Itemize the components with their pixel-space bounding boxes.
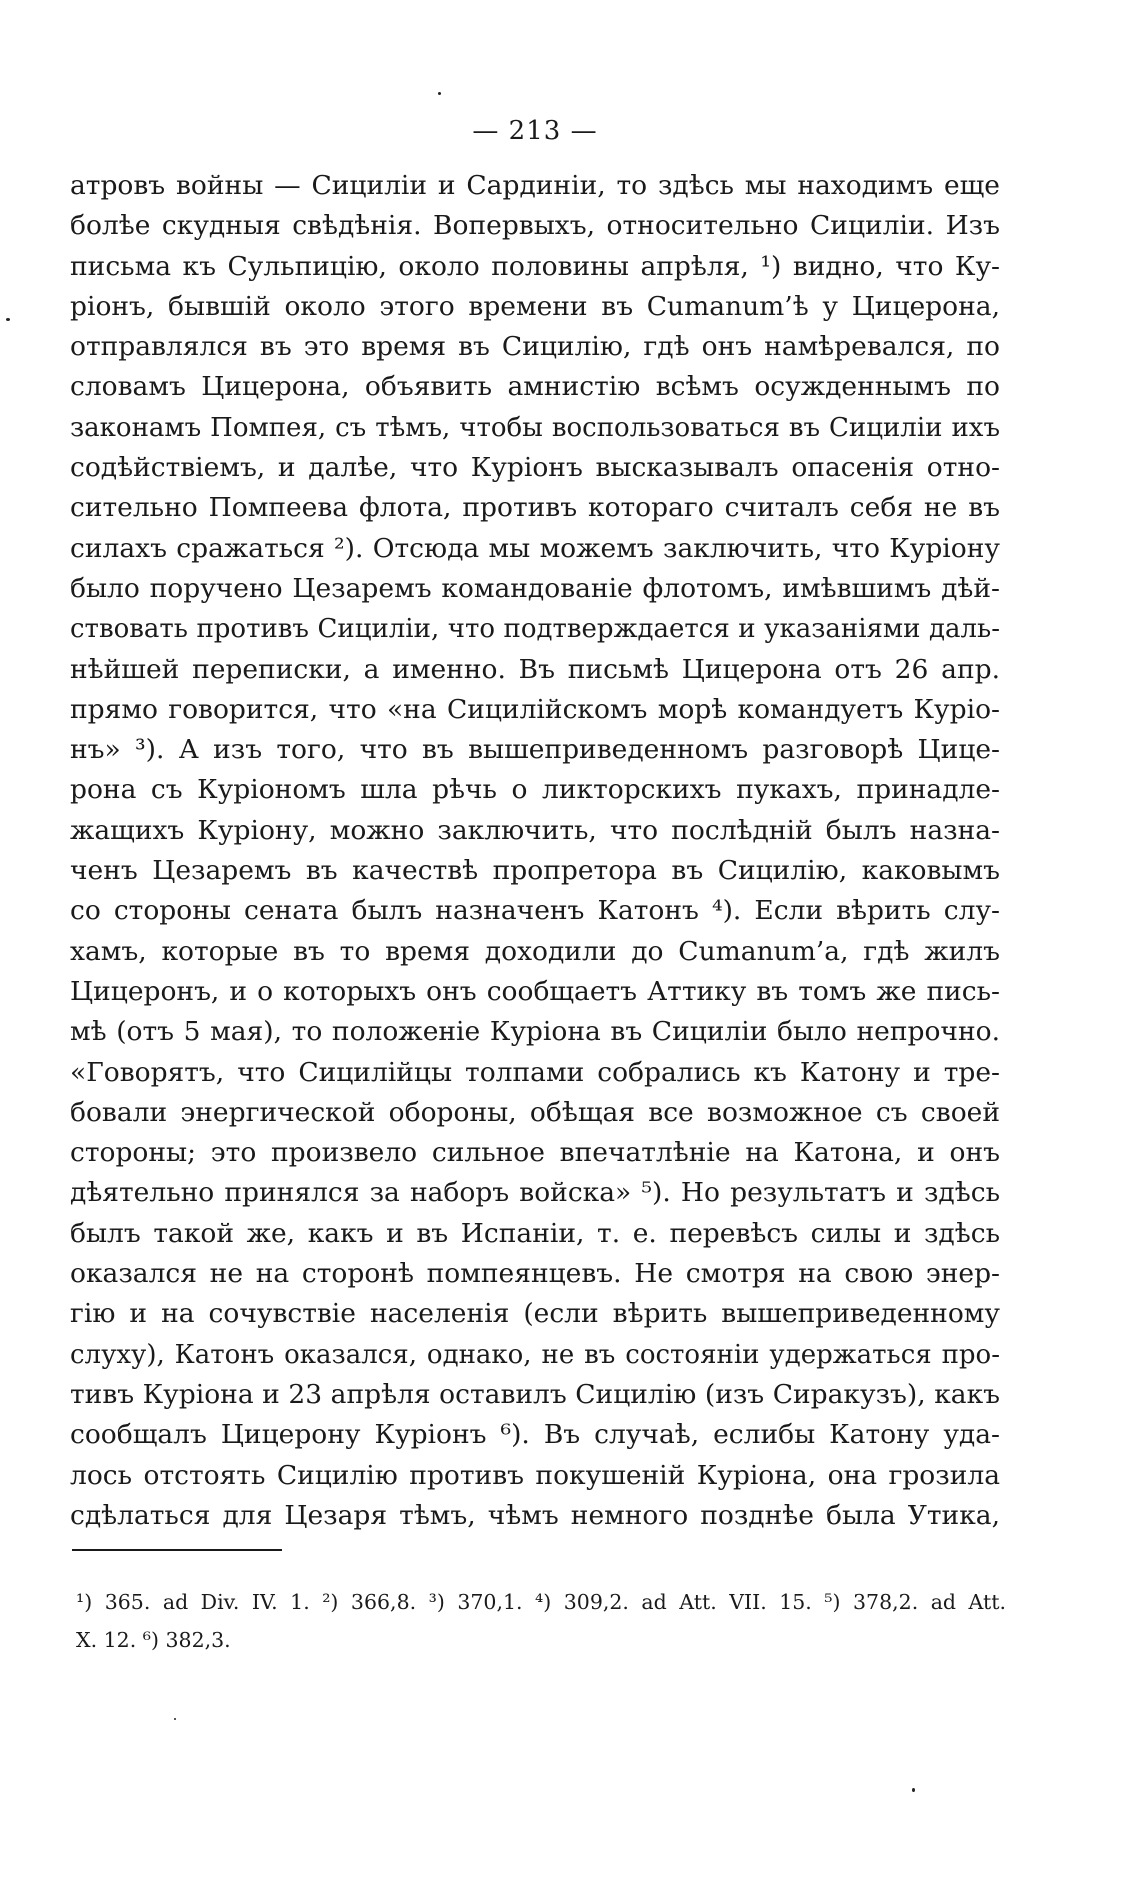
text-line: сдѣлаться для Цезаря тѣмъ, чѣмъ немного позднѣе была Утика, bbox=[70, 1499, 1000, 1531]
text-line: нѣйшей переписки, а именно. Въ письмѣ Цицерона отъ 26 апр. bbox=[70, 653, 1000, 685]
print-speck bbox=[438, 92, 441, 95]
text-line: словамъ Цицерона, объявить амнистію всѣмъ осужденнымъ по bbox=[70, 371, 1000, 403]
text-line: бовали энергической обороны, обѣщая все возможное съ своей bbox=[70, 1096, 1000, 1128]
text-line: законамъ Помпея, съ тѣмъ, чтобы воспользоваться въ Сициліи ихъ bbox=[70, 412, 1000, 443]
footnote-line: X. 12. ⁶) 382,3. bbox=[76, 1628, 231, 1652]
text-line: лось отстоять Сицилію противъ покушеній Куріона, она грозила bbox=[70, 1459, 1000, 1491]
text-line: сообщалъ Цицерону Куріонъ ⁶). Въ случаѣ, еслибы Катону уда- bbox=[70, 1419, 1000, 1451]
text-line: былъ такой же, какъ и въ Испаніи, т. е. перевѣсъ силы и здѣсь bbox=[70, 1217, 1000, 1249]
print-speck bbox=[912, 1788, 915, 1792]
text-line: прямо говорится, что «на Сицилійскомъ морѣ командуетъ Куріо- bbox=[70, 693, 1000, 725]
text-line: гію и на сочувствіе населенія (если вѣрить вышеприведенному bbox=[70, 1298, 1000, 1330]
footnotes bbox=[76, 1583, 1006, 1659]
text-line: слуху), Катонъ оказался, однако, не въ состояніи удержаться про- bbox=[70, 1339, 1000, 1370]
text-line: рона съ Куріономъ шла рѣчь о ликторскихъ пукахъ, принадле- bbox=[70, 774, 1000, 806]
text-line: ствовать противъ Сициліи, что подтверждается и указаніями даль- bbox=[70, 614, 1000, 645]
text-line: сительно Помпеева флота, противъ котораго считалъ себя не въ bbox=[70, 492, 1000, 524]
text-line: Цицеронъ, и о которыхъ онъ сообщаетъ Аттику въ томъ же пись- bbox=[70, 975, 1000, 1007]
page-number: — 213 — bbox=[472, 116, 598, 146]
text-line: «Говорятъ, что Сицилійцы толпами собрались къ Катону и тре- bbox=[70, 1056, 1000, 1088]
text-line: нъ» ³). А изъ того, что въ вышеприведенномъ разговорѣ Цице- bbox=[70, 734, 1000, 766]
text-line: отправлялся въ это время въ Сицилію, гдѣ онъ намѣревался, по bbox=[70, 331, 1000, 363]
text-line: болѣе скудныя свѣдѣнія. Вопервыхъ, относительно Сициліи. Изъ bbox=[70, 210, 1000, 242]
text-line: было поручено Цезаремъ командованіе флотомъ, имѣвшимъ дѣй- bbox=[70, 572, 1000, 604]
text-line: тивъ Куріона и 23 апрѣля оставилъ Сицилію (изъ Сиракузъ), какъ bbox=[70, 1378, 1000, 1410]
print-speck bbox=[6, 318, 10, 321]
print-speck bbox=[174, 1718, 176, 1720]
text-line: стороны; это произвело сильное впечатлѣніе на Катона, и онъ bbox=[70, 1137, 1000, 1169]
text-line: ріонъ, бывшій около этого времени въ Cumanum’ѣ у Цицерона, bbox=[70, 290, 1000, 322]
text-line: атровъ войны — Сициліи и Сардиніи, то здѣсь мы находимъ еще bbox=[70, 170, 1000, 201]
text-line: дѣятельно принялся за наборъ войска» ⁵). Но результатъ и здѣсь bbox=[70, 1177, 1000, 1209]
text-line: письма къ Сульпицію, около половины апрѣля, ¹) видно, что Ку- bbox=[70, 250, 1000, 282]
text-line: со стороны сената былъ назначенъ Катонъ ⁴). Если вѣрить слу- bbox=[70, 895, 1000, 927]
text-line: хамъ, которые въ то время доходили до Cumanum’а, гдѣ жилъ bbox=[70, 935, 1000, 967]
text-line: ченъ Цезаремъ въ качествѣ пропретора въ Сицилію, каковымъ bbox=[70, 855, 1000, 887]
text-line: жащихъ Куріону, можно заключить, что послѣдній былъ назна- bbox=[70, 814, 1000, 846]
text-line: содѣйствіемъ, и далѣе, что Куріонъ высказывалъ опасенія отно- bbox=[70, 452, 1000, 484]
text-line: силахъ сражаться ²). Отсюда мы можемъ заключить, что Куріону bbox=[70, 532, 1000, 564]
footnote-divider bbox=[72, 1549, 282, 1551]
footnote-line: ¹) 365. ad Div. IV. 1. ²) 366,8. ³) 370,1. ⁴) 309,2. ad Att. VII. 15. ⁵) 378,2. ad Att. bbox=[76, 1590, 1006, 1614]
text-line: оказался не на сторонѣ помпеянцевъ. Не смотря на свою энер- bbox=[70, 1258, 1000, 1290]
text-line: мѣ (отъ 5 мая), то положеніе Куріона въ Сициліи было непрочно. bbox=[70, 1016, 1000, 1048]
body-text bbox=[70, 166, 1000, 1536]
